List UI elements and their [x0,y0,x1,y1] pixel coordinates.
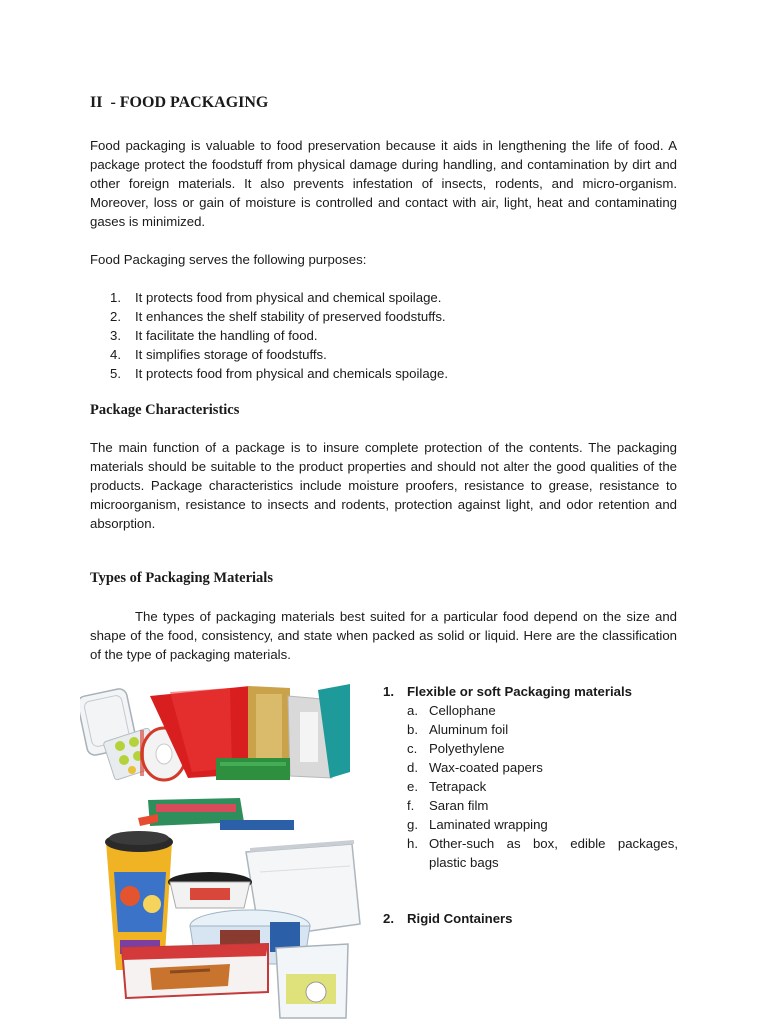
list-item: g. Laminated wrapping [407,817,548,832]
characteristics-heading: Package Characteristics [90,402,240,418]
list-item: b. Aluminum foil [407,722,509,737]
list-item: h. Other-such as box, edible packages, plastic bags [407,836,678,870]
section-heading: II - FOOD PACKAGING [90,94,269,111]
types-heading: Types of Packaging Materials [90,570,273,586]
small-clear-tub-icon [276,944,348,1018]
types-paragraph: The types of packaging materials best suited for a particular food depend on the size and shape of the food, consistency, and state when packed as solid or liquid. Here are the classification of the type of packaging materials. [90,609,677,662]
purposes-intro: Food Packaging serves the following purposes: [90,252,367,267]
flexible-heading: 1. Flexible or soft Packaging materials [383,684,632,699]
list-item: e. Tetrapack [407,779,487,794]
purposes-list [90,288,448,383]
list-item: a. Cellophane [407,703,496,718]
red-lid-container-icon [122,944,268,998]
list-item: 2. It enhances the shelf stability of preserved foodstuffs. [110,309,446,324]
green-pouch-icon [216,758,290,780]
flexible-materials-list [383,701,678,872]
black-bowl-icon [168,872,252,908]
snack-box-icon [138,798,294,830]
list-item: c. Polyethylene [407,741,505,756]
list-item: f. Saran film [407,798,489,813]
list-item: 4. It simplifies storage of foodstuffs. [110,347,327,362]
list-item: d. Wax-coated papers [407,760,543,775]
characteristics-paragraph: The main function of a package is to insure complete protection of the contents. The packaging materials should be suitable to the product properties and should not alter the good qualities of the products. Package characteristics include moisture proofers, resistance to grease, resistance to microorganism, resistance to insects and rodents, protection against light, and odor retention and absorption. [90,440,677,531]
rigid-containers-illustration [100,792,365,1022]
list-item: 3. It facilitate the handling of food. [110,328,318,343]
rigid-heading: 2. Rigid Containers [383,911,513,926]
list-item: 1. It protects food from physical and chemical spoilage. [110,290,442,305]
flexible-packaging-illustration [80,682,352,784]
intro-paragraph: Food packaging is valuable to food preservation because it aids in lengthening the life of food. A package protect the foodstuff from physical damage during handling, and contamination by dirt and other foreign materials. It also prevents infestation of insects, rodents, and micro-organism. Moreover, loss or gain of moisture is controlled and contact with air, light, heat and contaminating gases is minimized. [90,138,677,229]
packaging-types-list [383,682,678,872]
list-item: 5. It protects food from physical and chemicals spoilage. [110,366,448,381]
